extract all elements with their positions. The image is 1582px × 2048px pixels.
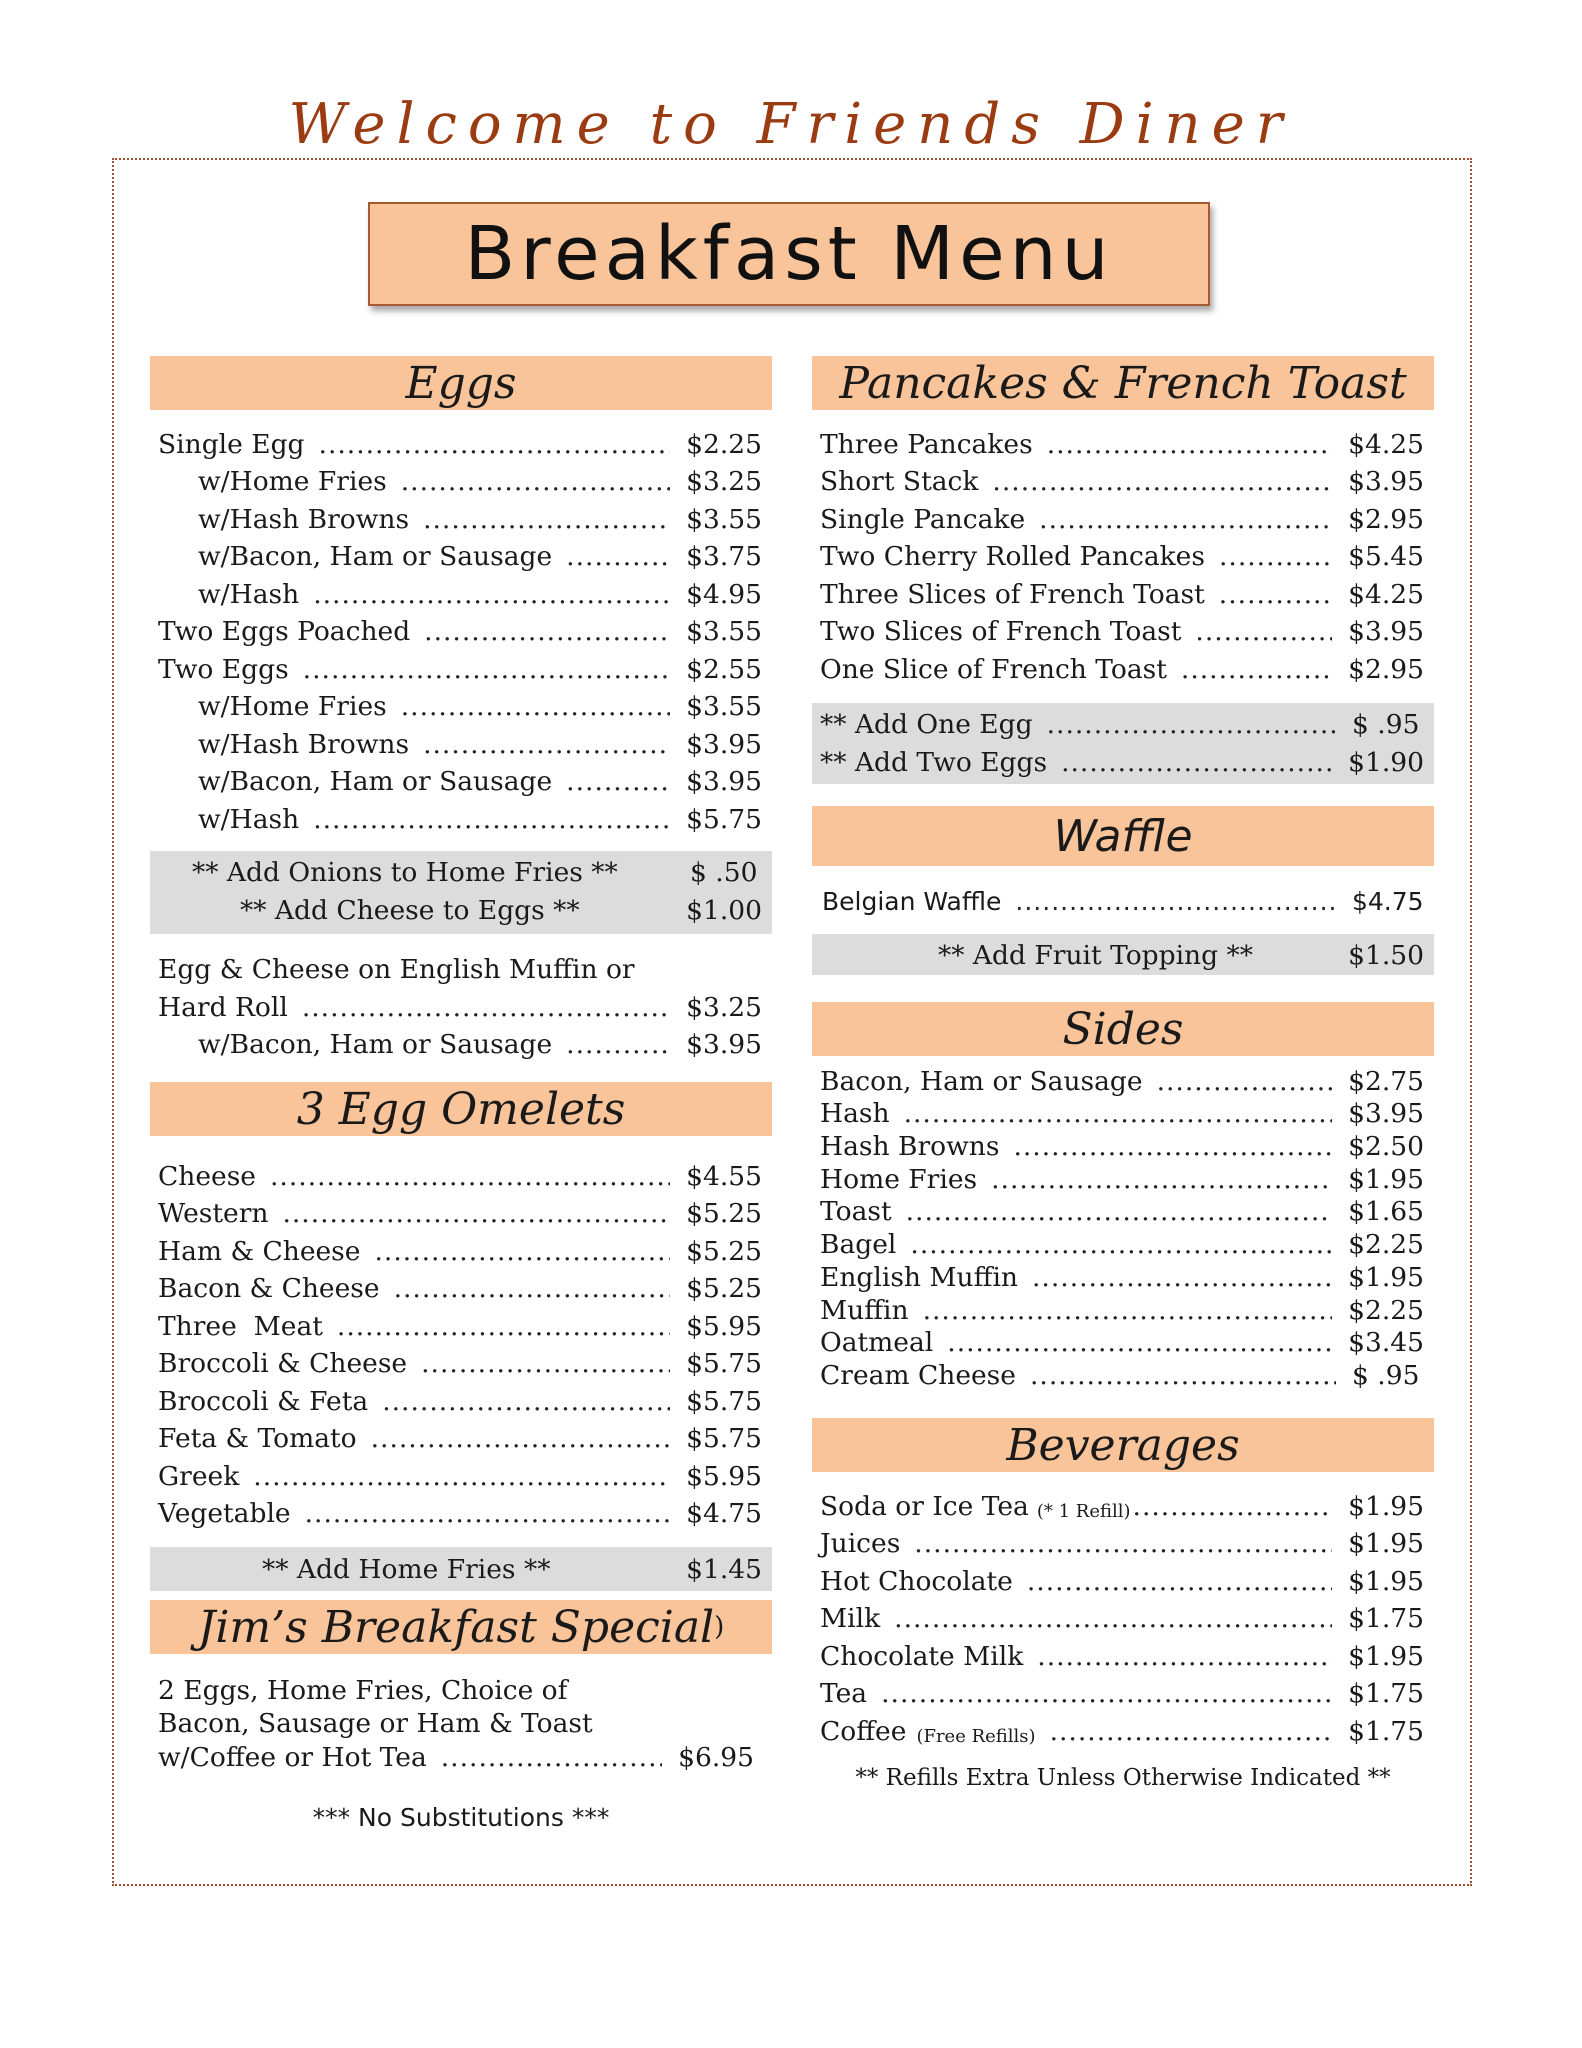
dot-leader xyxy=(1061,747,1332,778)
item-price: $1.90 xyxy=(1348,746,1424,778)
omelets-list xyxy=(150,1154,772,1529)
item-name: Cream Cheese xyxy=(820,1359,1016,1391)
menu-item xyxy=(812,1672,1434,1710)
item-name: Greek xyxy=(158,1460,240,1492)
item-name: Single Pancake xyxy=(820,503,1026,535)
menu-item xyxy=(812,1129,1434,1162)
dot-leader xyxy=(1133,1491,1333,1522)
menu-item xyxy=(812,1260,1434,1293)
item-price: $3.45 xyxy=(1348,1327,1424,1359)
item-name: Short Stack xyxy=(820,466,979,497)
item-name: Hash Browns xyxy=(820,1131,1000,1163)
item-price: $1.95 xyxy=(1348,1261,1424,1293)
item-price: $6.95 xyxy=(678,1742,754,1773)
item-price: $3.95 xyxy=(686,1029,762,1060)
item-price: $ .95 xyxy=(1352,709,1420,740)
item-price: $2.95 xyxy=(1348,653,1424,685)
item-name: Toast xyxy=(820,1196,892,1228)
menu-item xyxy=(812,1293,1434,1326)
item-price: $1.75 xyxy=(1348,1603,1424,1634)
item-price: $1.75 xyxy=(1348,1715,1424,1747)
item-name: Two Slices of French Toast xyxy=(820,616,1182,647)
menu-item xyxy=(812,1162,1434,1195)
dot-leader xyxy=(303,654,670,685)
item-price: $5.75 xyxy=(686,1348,762,1379)
item-price: $5.95 xyxy=(686,1310,762,1342)
dot-leader xyxy=(1039,504,1332,535)
item-name: English Muffin xyxy=(820,1261,1018,1293)
dot-leader xyxy=(1050,1716,1333,1747)
menu-item xyxy=(812,1358,1434,1391)
item-name: Bacon & Cheese xyxy=(158,1273,380,1304)
special-line: Bacon, Sausage or Ham & Toast xyxy=(158,1708,593,1739)
menu-item xyxy=(812,1064,1434,1097)
item-price: $5.45 xyxy=(1348,541,1424,572)
item-name: Tea xyxy=(820,1678,868,1709)
item-name: Three Pancakes xyxy=(820,428,1033,460)
pancakes-addons xyxy=(812,703,1434,784)
pancakes-section xyxy=(812,356,1434,784)
item-price: $1.95 xyxy=(1348,1163,1424,1195)
item-price: $2.55 xyxy=(686,653,762,685)
special-item xyxy=(150,1740,772,1773)
dot-leader xyxy=(1037,1641,1332,1672)
item-price: $2.25 xyxy=(686,428,762,460)
item-name: One Slice of French Toast xyxy=(820,653,1167,685)
item-price: $1.95 xyxy=(1348,1490,1424,1522)
menu-item xyxy=(150,1342,772,1380)
item-name: Two Cherry Rolled Pancakes xyxy=(820,541,1205,572)
menu-item xyxy=(812,535,1434,573)
item-price: $2.25 xyxy=(1348,1294,1424,1326)
menu-item xyxy=(150,497,772,535)
menu-item xyxy=(812,1227,1434,1260)
dot-leader xyxy=(923,1295,1333,1326)
dot-leader xyxy=(374,1236,670,1267)
item-price: $5.25 xyxy=(686,1273,762,1304)
dot-leader xyxy=(253,1461,670,1492)
item-price: $4.55 xyxy=(686,1160,762,1192)
special-description xyxy=(150,1674,772,1740)
item-price: $ .95 xyxy=(1352,1359,1420,1391)
waffle-heading: Waffle xyxy=(812,806,1434,866)
menu-item xyxy=(150,1154,772,1192)
item-name: Hash xyxy=(820,1098,890,1130)
menu-item xyxy=(150,1304,772,1342)
item-name: ** Add Home Fries ** xyxy=(262,1553,551,1585)
item-price: $4.75 xyxy=(1352,886,1424,916)
item-price: $3.25 xyxy=(686,466,762,497)
menu-item xyxy=(812,1597,1434,1635)
menu-item xyxy=(150,610,772,648)
item-name: Belgian Waffle xyxy=(822,886,1002,916)
menu-item xyxy=(812,1634,1434,1672)
menu-item xyxy=(150,948,772,986)
item-price: $1.95 xyxy=(1348,1528,1424,1559)
addon-item xyxy=(150,888,772,926)
item-name: Three Slices of French Toast xyxy=(820,578,1205,610)
dot-leader xyxy=(382,1386,670,1417)
menu-item xyxy=(812,1559,1434,1597)
item-name: Feta & Tomato xyxy=(158,1423,357,1454)
item-name: Oatmeal xyxy=(820,1327,934,1359)
menu-item xyxy=(150,1229,772,1267)
item-price: $3.25 xyxy=(686,991,762,1023)
dot-leader xyxy=(1047,709,1336,740)
menu-item xyxy=(150,985,772,1023)
item-name: Three Meat xyxy=(158,1310,323,1342)
dot-leader xyxy=(1030,1360,1336,1391)
dot-leader xyxy=(992,466,1332,497)
dot-leader xyxy=(566,766,670,797)
item-name: Home Fries xyxy=(820,1163,978,1195)
menu-item xyxy=(812,460,1434,498)
item-name: w/Bacon, Ham or Sausage xyxy=(198,1029,553,1060)
item-name: Ham & Cheese xyxy=(158,1235,361,1267)
item-price: $3.95 xyxy=(686,766,762,797)
item-price: $4.75 xyxy=(686,1498,762,1529)
omelets-addon xyxy=(150,1547,772,1591)
dot-leader xyxy=(394,1273,671,1304)
dot-leader xyxy=(904,1098,1333,1129)
item-price: $3.55 xyxy=(686,691,762,722)
dot-leader xyxy=(371,1423,671,1454)
menu-item xyxy=(150,1023,772,1061)
dot-leader xyxy=(337,1311,670,1342)
dot-leader xyxy=(910,1229,1332,1260)
item-price: $1.00 xyxy=(686,894,762,926)
item-price: $5.25 xyxy=(686,1198,762,1229)
waffle-addon xyxy=(812,934,1434,976)
item-price: $1.95 xyxy=(1348,1565,1424,1597)
item-name: w/Bacon, Ham or Sausage xyxy=(198,766,553,797)
special-line: 2 Eggs, Home Fries, Choice of xyxy=(158,1675,568,1706)
pancakes-heading: Pancakes & French Toast xyxy=(812,356,1434,410)
pancakes-list xyxy=(812,422,1434,685)
item-price: $2.25 xyxy=(1348,1229,1424,1261)
menu-item xyxy=(812,572,1434,610)
item-name: Muffin xyxy=(820,1294,909,1326)
menu-item xyxy=(812,1484,1434,1522)
dot-leader xyxy=(1195,616,1332,647)
item-price: $1.45 xyxy=(686,1553,762,1585)
item-price: $5.75 xyxy=(686,803,762,835)
item-price: $3.55 xyxy=(686,503,762,535)
addon-item xyxy=(812,740,1434,778)
dot-leader xyxy=(1032,1262,1332,1293)
dot-leader xyxy=(991,1164,1332,1195)
item-name: Egg & Cheese on English Muffin or xyxy=(158,954,635,985)
item-note: (Free Refills) xyxy=(916,1725,1036,1747)
eggs-section xyxy=(150,356,772,1060)
addon-item xyxy=(812,934,1434,972)
dot-leader xyxy=(1015,887,1336,916)
addon-item xyxy=(150,851,772,889)
menu-item xyxy=(150,1379,772,1417)
item-price: $2.95 xyxy=(1348,503,1424,535)
item-price: $5.75 xyxy=(686,1385,762,1417)
item-name: Vegetable xyxy=(158,1498,291,1529)
item-name: Hard Roll xyxy=(158,991,288,1023)
eggs-addons xyxy=(150,851,772,934)
dot-leader xyxy=(1013,1131,1332,1162)
item-name: ** Add Two Eggs xyxy=(820,746,1048,778)
item-name: Broccoli & Cheese xyxy=(158,1348,408,1379)
item-price: $3.55 xyxy=(686,616,762,647)
item-price: $ .50 xyxy=(690,857,758,888)
omelets-section xyxy=(150,1082,772,1591)
menu-item xyxy=(150,1417,772,1455)
item-name: w/Home Fries xyxy=(198,466,387,497)
item-price: $5.75 xyxy=(686,1423,762,1454)
item-name: Two Eggs Poached xyxy=(158,616,411,647)
refills-note: ** Refills Extra Unless Otherwise Indicated ** xyxy=(855,1764,1391,1791)
menu-title: Breakfast Menu xyxy=(368,202,1210,306)
menu-item xyxy=(150,535,772,573)
dot-leader xyxy=(566,541,670,572)
item-price: $3.95 xyxy=(1348,466,1424,497)
omelets-heading: 3 Egg Omelets xyxy=(150,1082,772,1136)
item-price: $1.75 xyxy=(1348,1678,1424,1709)
dot-leader xyxy=(566,1029,670,1060)
sides-section xyxy=(812,1002,1434,1391)
dot-leader xyxy=(1027,1566,1332,1597)
eggs-heading: Eggs xyxy=(150,356,772,410)
dot-leader xyxy=(282,1198,670,1229)
addon-item xyxy=(150,1547,772,1585)
item-name: w/Hash Browns xyxy=(198,503,410,535)
dot-leader xyxy=(423,504,670,535)
beverages-section xyxy=(812,1418,1434,1791)
menu-item xyxy=(812,1326,1434,1359)
menu-item xyxy=(150,460,772,498)
dot-leader xyxy=(441,1742,662,1773)
dot-leader xyxy=(302,992,670,1023)
special-section xyxy=(150,1600,772,1832)
item-name: Bacon, Ham or Sausage xyxy=(820,1065,1143,1097)
menu-item xyxy=(812,1522,1434,1560)
menu-item xyxy=(812,610,1434,648)
item-price: $4.25 xyxy=(1348,428,1424,460)
waffle-section xyxy=(812,806,1434,975)
item-price: $1.50 xyxy=(1348,940,1424,971)
menu-item xyxy=(150,797,772,835)
sides-heading: Sides xyxy=(812,1002,1434,1056)
item-name: Two Eggs xyxy=(158,653,289,685)
eggs-list xyxy=(150,422,772,835)
item-name: Single Egg xyxy=(158,428,305,460)
item-price: $2.50 xyxy=(1348,1131,1424,1163)
menu-item xyxy=(150,760,772,798)
item-name: w/Hash Browns xyxy=(198,728,410,760)
sides-list xyxy=(812,1064,1434,1391)
item-price: $2.75 xyxy=(1348,1065,1424,1097)
menu-item xyxy=(812,497,1434,535)
item-name: w/Hash xyxy=(198,578,300,610)
item-name: Bagel xyxy=(820,1229,897,1261)
menu-item xyxy=(150,572,772,610)
item-name: w/Coffee or Hot Tea xyxy=(158,1742,427,1773)
menu-item xyxy=(150,647,772,685)
dot-leader xyxy=(914,1528,1332,1559)
item-name: ** Add Cheese to Eggs ** xyxy=(240,894,580,926)
dot-leader xyxy=(424,616,670,647)
item-name: Broccoli & Feta xyxy=(158,1385,369,1417)
item-name: Juices xyxy=(820,1528,901,1559)
item-price: $3.95 xyxy=(686,728,762,760)
item-name: Western xyxy=(158,1198,269,1229)
item-price: $5.25 xyxy=(686,1235,762,1267)
item-price: $4.25 xyxy=(1348,578,1424,610)
dot-leader xyxy=(401,691,670,722)
dot-leader xyxy=(1219,579,1332,610)
menu-item xyxy=(150,1454,772,1492)
dot-leader xyxy=(894,1603,1332,1634)
menu-item xyxy=(812,422,1434,460)
menu-item xyxy=(812,1709,1434,1747)
item-name: w/Hash xyxy=(198,803,300,835)
beverages-list xyxy=(812,1484,1434,1747)
dot-leader xyxy=(305,1498,671,1529)
item-name: Soda or Ice Tea xyxy=(820,1490,1029,1522)
item-note: (* 1 Refill) xyxy=(1036,1500,1131,1522)
item-price: $1.95 xyxy=(1348,1640,1424,1672)
menu-item xyxy=(812,1097,1434,1130)
item-price: $5.95 xyxy=(686,1460,762,1492)
item-price: $3.75 xyxy=(686,541,762,572)
menu-item xyxy=(150,722,772,760)
dot-leader xyxy=(313,579,670,610)
item-name: Milk xyxy=(820,1603,881,1634)
dot-leader xyxy=(1047,429,1332,460)
item-price: $3.95 xyxy=(1348,1098,1424,1130)
item-name: ** Add Onions to Home Fries ** xyxy=(192,857,618,888)
dot-leader xyxy=(906,1196,1333,1227)
menu-item xyxy=(150,685,772,723)
dot-leader xyxy=(1219,541,1332,572)
item-price: $4.95 xyxy=(686,578,762,610)
item-name: Hot Chocolate xyxy=(820,1565,1013,1597)
menu-item xyxy=(150,1267,772,1305)
menu-item xyxy=(812,1195,1434,1228)
special-heading: Jim’s Breakfast Special ) xyxy=(150,1600,772,1654)
beverages-heading: Beverages xyxy=(812,1418,1434,1472)
dot-leader xyxy=(421,1348,670,1379)
item-name: Coffee xyxy=(820,1715,907,1747)
menu-item xyxy=(812,878,1434,916)
item-price: $1.65 xyxy=(1348,1196,1424,1228)
addon-item xyxy=(812,703,1434,741)
item-price: $3.95 xyxy=(1348,616,1424,647)
menu-item xyxy=(150,1492,772,1530)
item-name: w/Home Fries xyxy=(198,691,387,722)
dot-leader xyxy=(401,466,670,497)
no-substitutions-note: *** No Substitutions *** xyxy=(312,1803,610,1832)
item-name: w/Bacon, Ham or Sausage xyxy=(198,541,553,572)
item-name: ** Add Fruit Topping ** xyxy=(938,940,1254,971)
dot-leader xyxy=(270,1161,670,1192)
dot-leader xyxy=(423,729,670,760)
dot-leader xyxy=(947,1327,1332,1358)
dot-leader xyxy=(1181,654,1332,685)
item-name: Chocolate Milk xyxy=(820,1640,1024,1672)
dot-leader xyxy=(1157,1066,1333,1097)
dot-leader xyxy=(313,804,670,835)
dot-leader xyxy=(881,1678,1332,1709)
welcome-heading: Welcome to Friends Diner xyxy=(288,92,1294,157)
menu-item xyxy=(812,647,1434,685)
menu-item xyxy=(150,1192,772,1230)
item-name: Cheese xyxy=(158,1160,256,1192)
dot-leader xyxy=(319,429,671,460)
item-name: ** Add One Egg xyxy=(820,709,1033,740)
menu-item xyxy=(150,422,772,460)
